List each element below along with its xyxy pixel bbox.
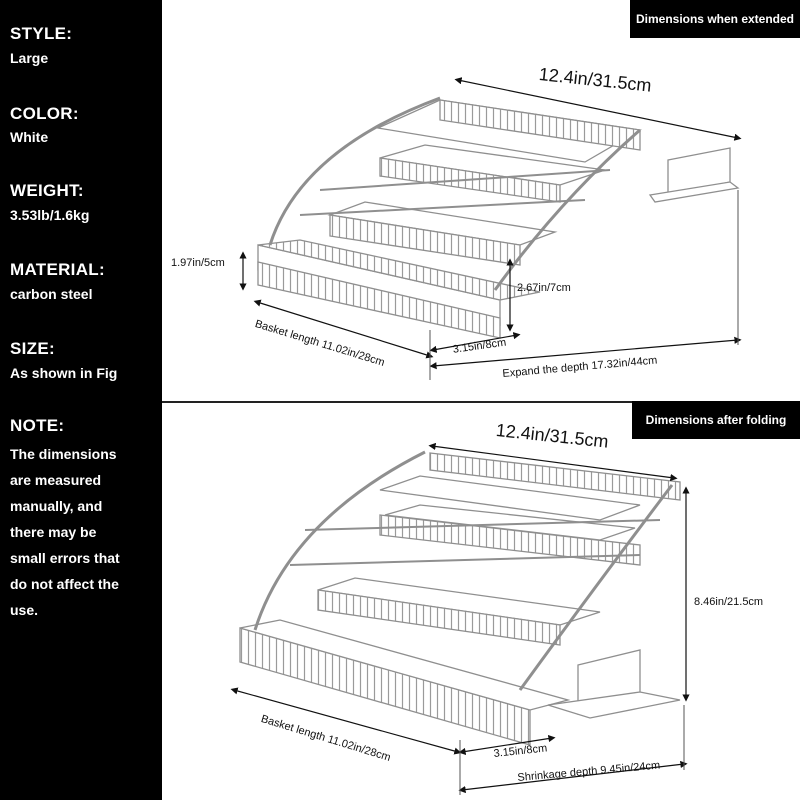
extended-front-height-label: 1.97in/5cm [171,257,225,269]
note-line: do not affect the [10,576,119,592]
note-line: use. [10,602,39,618]
weight-title: WEIGHT: [10,181,84,200]
extended-width-label: 12.4in/31.5cm [537,64,653,96]
note-line: manually, and [10,498,103,514]
note-line: small errors that [10,550,120,566]
extended-basket-length-label: Basket length 11.02in/28cm [253,318,387,369]
extended-step-depth-label: 3.15in/8cm [452,336,507,356]
size-value: As shown in Fig [10,365,118,381]
color-title: COLOR: [10,104,79,123]
style-value: Large [10,50,49,66]
folded-total-height-label: 8.46in/21.5cm [694,596,764,608]
folded-basket-length-label: Basket length 11.02in/28cm [259,713,393,764]
folded-step-depth-label: 3.15in/8cm [493,742,548,760]
weight-value: 3.53lb/1.6kg [10,207,90,223]
note-line: there may be [10,524,97,540]
note-line: The dimensions [10,446,117,462]
note-title: NOTE: [10,416,65,435]
extended-step-height-label: 2.67in/7cm [517,282,571,294]
color-value: White [10,129,49,145]
style-title: STYLE: [10,24,73,43]
extended-tag: Dimensions when extended [630,0,800,38]
material-value: carbon steel [10,286,93,302]
extended-expand-depth-label: Expand the depth 17.32in/44cm [502,354,658,380]
folded-tag: Dimensions after folding [632,401,800,439]
extended-rack [258,98,738,338]
note-line: are measured [10,472,102,488]
folded-rack [240,452,680,745]
folded-width-label: 12.4in/31.5cm [494,420,610,452]
size-title: SIZE: [10,339,55,358]
folded-shrink-depth-label: Shrinkage depth 9.45in/24cm [517,759,661,784]
material-title: MATERIAL: [10,260,105,279]
